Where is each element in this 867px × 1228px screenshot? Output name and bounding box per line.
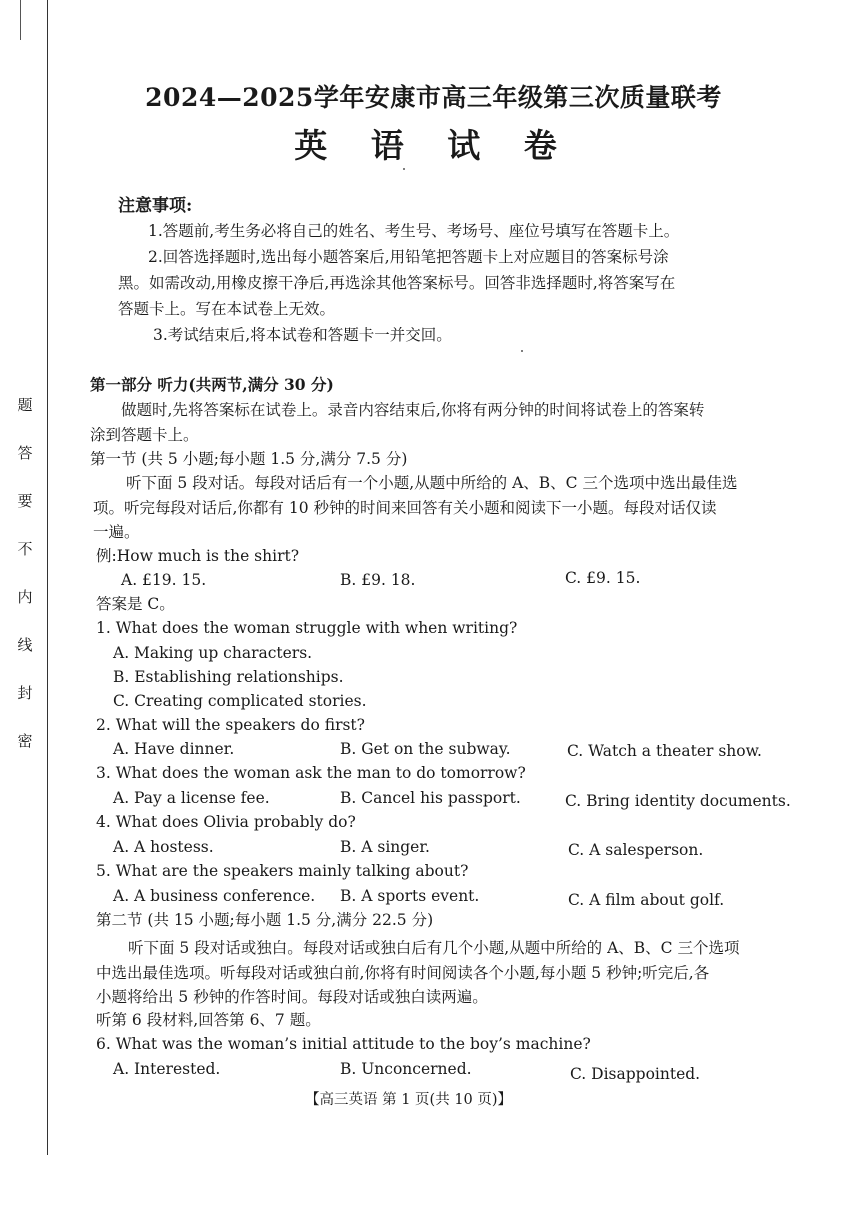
section2-intro-line-1: 听下面 5 段对话或独白。每段对话或独白后有几个小题,从题中所给的 A、B、C 三个选项	[128, 939, 740, 957]
binding-line-top	[20, 0, 21, 40]
question-6-option-c: C. Disappointed.	[570, 1065, 701, 1083]
seal-char: 线	[17, 636, 33, 654]
question-3-option-c: C. Bring identity documents.	[565, 792, 791, 810]
question-4-option-b: B. A singer.	[340, 838, 430, 856]
question-4-option-a: A. A hostess.	[113, 838, 214, 856]
section2-title: 第二节 (共 15 小题;每小题 1.5 分,满分 22.5 分)	[96, 911, 434, 929]
notice-title: 注意事项:	[118, 196, 193, 216]
part1-title: 第一部分 听力(共两节,满分 30 分)	[90, 375, 334, 394]
exam-title: 2024—2025学年安康市高三年级第三次质量联考	[145, 83, 722, 112]
question-1-option-b: B. Establishing relationships.	[113, 668, 344, 686]
question-1-option-c: C. Creating complicated stories.	[113, 692, 367, 710]
question-5-option-a: A. A business conference.	[113, 887, 316, 905]
question-5: 5. What are the speakers mainly talking about?	[96, 862, 469, 880]
question-1-option-a: A. Making up characters.	[113, 644, 313, 662]
seal-char: 要	[17, 492, 33, 510]
question-2-option-b: B. Get on the subway.	[340, 740, 511, 758]
example-option-a: A. £19. 15.	[121, 571, 207, 589]
section1-intro-line-1: 听下面 5 段对话。每段对话后有一个小题,从题中所给的 A、B、C 三个选项中选出最佳选	[126, 474, 738, 492]
question-2-option-a: A. Have dinner.	[113, 740, 235, 758]
question-6-option-b: B. Unconcerned.	[340, 1060, 472, 1078]
section1-intro-line-3: 一遍。	[93, 523, 140, 541]
notice-item-3: 3.考试结束后,将本试卷和答题卡一并交回。	[153, 326, 452, 344]
seal-char: 答	[17, 444, 33, 462]
question-2-option-c: C. Watch a theater show.	[567, 742, 762, 760]
notice-item-1: 1.答题前,考生务必将自己的姓名、考生号、考场号、座位号填写在答题卡上。	[148, 222, 680, 240]
section1-title: 第一节 (共 5 小题;每小题 1.5 分,满分 7.5 分)	[90, 450, 408, 468]
question-4: 4. What does Olivia probably do?	[96, 813, 356, 831]
question-6-option-a: A. Interested.	[113, 1060, 221, 1078]
exam-subject: 英 语 试 卷	[294, 126, 573, 165]
question-5-option-c: C. A film about golf.	[568, 891, 725, 909]
section2-intro-line-3: 小题将给出 5 秒钟的作答时间。每段对话或独白读两遍。	[96, 988, 488, 1006]
question-3-option-b: B. Cancel his passport.	[340, 789, 521, 807]
question-4-option-c: C. A salesperson.	[568, 841, 704, 859]
question-6: 6. What was the woman’s initial attitude to the boy’s machine?	[96, 1035, 591, 1053]
question-2: 2. What will the speakers do first?	[96, 716, 365, 734]
question-3-option-a: A. Pay a license fee.	[113, 789, 270, 807]
notice-item-2-line-3: 答题卡上。写在本试卷上无效。	[118, 300, 336, 318]
page-footer: 【高三英语 第 1 页(共 10 页)】	[305, 1092, 513, 1108]
seal-char: 题	[17, 396, 33, 414]
seal-char: 封	[17, 684, 33, 702]
part1-intro-line-1: 做题时,先将答案标在试卷上。录音内容结束后,你将有两分钟的时间将试卷上的答案转	[121, 401, 705, 419]
binding-line	[47, 0, 48, 1155]
seal-char: 内	[17, 588, 33, 606]
question-5-option-b: B. A sports event.	[340, 887, 480, 905]
question-3: 3. What does the woman ask the man to do tomorrow?	[96, 764, 526, 782]
example-option-c: C. £9. 15.	[565, 569, 641, 587]
notice-item-2-line-2: 黑。如需改动,用橡皮擦干净后,再选涂其他答案标号。回答非选择题时,将答案写在	[118, 274, 676, 292]
scan-dot	[403, 168, 405, 170]
seal-char: 不	[17, 540, 33, 558]
example-option-b: B. £9. 18.	[340, 571, 416, 589]
notice-item-2-line-1: 2.回答选择题时,选出每小题答案后,用铅笔把答题卡上对应题目的答案标号涂	[148, 248, 669, 266]
question-1: 1. What does the woman struggle with when writing?	[96, 619, 518, 637]
section2-material-6: 听第 6 段材料,回答第 6、7 题。	[96, 1011, 321, 1029]
part1-intro-line-2: 涂到答题卡上。	[90, 426, 199, 444]
example-question: 例:How much is the shirt?	[96, 547, 300, 565]
binding-seal-text	[13, 398, 37, 782]
seal-char: 密	[17, 732, 33, 750]
section2-intro-line-2: 中选出最佳选项。听每段对话或独白前,你将有时间阅读各个小题,每小题 5 秒钟;听完后,各	[96, 964, 710, 982]
section1-intro-line-2: 项。听完每段对话后,你都有 10 秒钟的时间来回答有关小题和阅读下一小题。每段对话仅读	[93, 499, 717, 517]
example-answer: 答案是 C。	[96, 595, 175, 613]
scan-dot	[521, 350, 523, 352]
